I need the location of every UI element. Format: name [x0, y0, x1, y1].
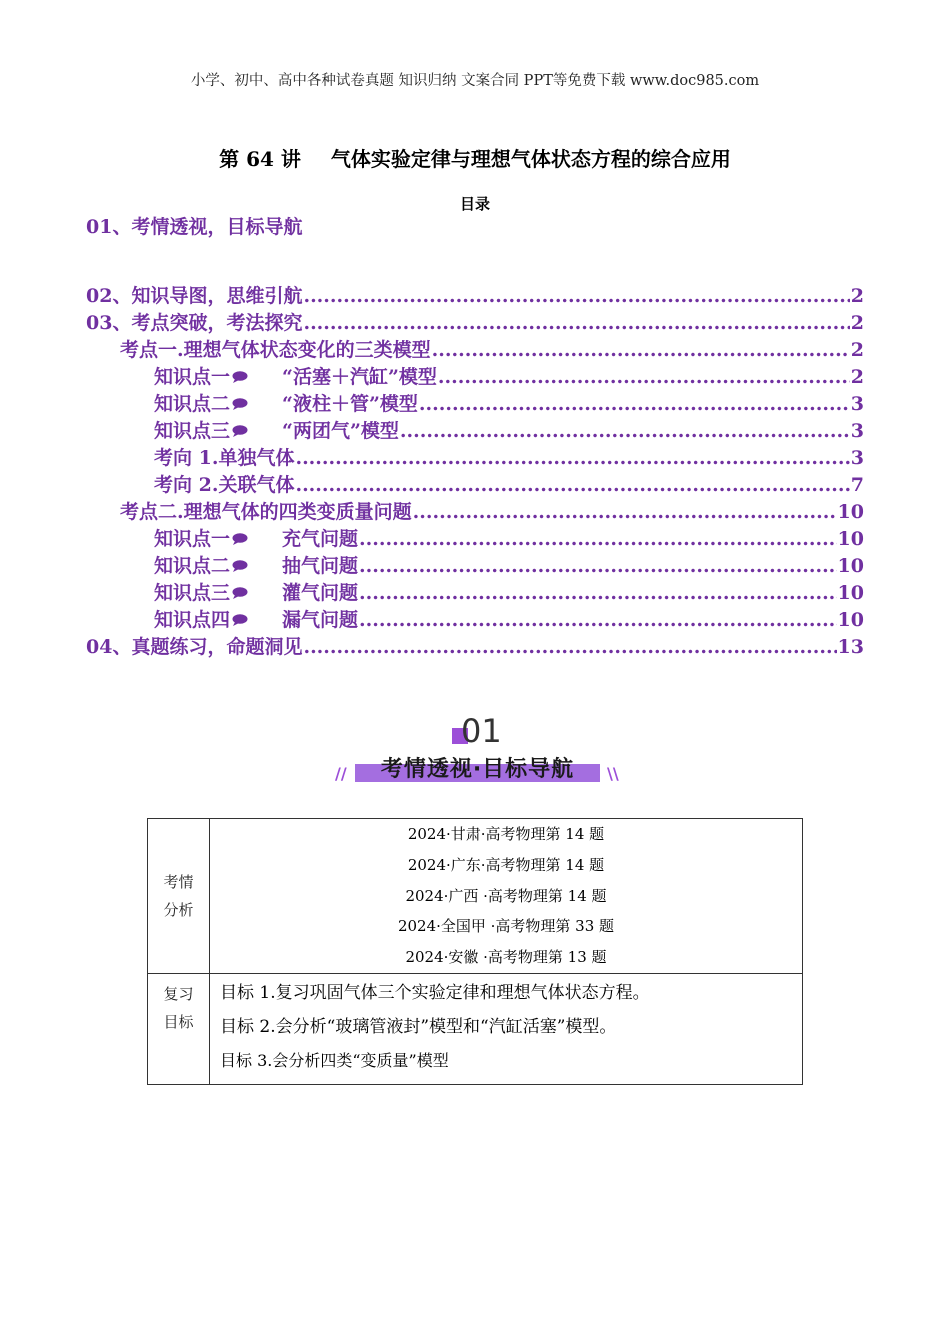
- exam-info-table: [147, 818, 803, 1085]
- exam-item: 2024·全国甲 ·高考物理第 33 题: [397, 917, 615, 936]
- section-number: 01: [461, 712, 502, 750]
- toc-page-number: 3: [850, 393, 864, 415]
- exam-item: 2024·甘肃·高考物理第 14 题: [407, 825, 605, 843]
- toc-page-number: 10: [837, 582, 864, 604]
- toc-item-direction-1[interactable]: 考向 1.单独气体 ..... 3: [86, 443, 864, 470]
- analysis-label: 考情分析: [148, 819, 210, 974]
- speech-bubble-icon: [232, 371, 248, 383]
- toc-page-number: 10: [837, 501, 864, 523]
- speech-bubble-icon: [232, 560, 248, 572]
- lecture-title: [0, 143, 950, 172]
- toc-page-number: 10: [837, 555, 864, 577]
- toc-item-04[interactable]: 04、真题练习，命题洞见 ..... 13: [86, 632, 864, 659]
- toc-item-knowledge-2-3[interactable]: 知识点三 灌气问题 ..... 10: [86, 578, 864, 605]
- toc-item-knowledge-2-2[interactable]: 知识点二 抽气问题 ..... 10: [86, 551, 864, 578]
- toc-page-number: 3: [850, 447, 864, 469]
- slash-decoration-left: //: [335, 764, 347, 783]
- toc-item-kaodian-1[interactable]: 考点一.理想气体状态变化的三类模型 ..... 2: [86, 335, 864, 362]
- speech-bubble-icon: [232, 614, 248, 626]
- goal-item: 目标 3.会分析四类“变质量”模型: [220, 1050, 449, 1070]
- toc-item-kaodian-2[interactable]: 考点二.理想气体的四类变质量问题 ..... 10: [86, 497, 864, 524]
- toc-page-number: 3: [850, 420, 864, 442]
- toc-page-number: 7: [850, 474, 864, 496]
- toc-page-number: 10: [837, 528, 864, 550]
- toc-item-02[interactable]: 02、知识导图，思维引航 ..... 2: [86, 281, 864, 308]
- toc-page-number: 2: [850, 366, 864, 388]
- toc-page-number: 13: [837, 636, 864, 658]
- toc-item-knowledge-1-2[interactable]: 知识点二 “液柱＋管”模型 ..... 3: [86, 389, 864, 416]
- goal-list: [210, 973, 803, 1084]
- toc-item-01[interactable]: 01、考情透视，目标导航: [86, 216, 303, 238]
- toc-item-knowledge-2-4[interactable]: 知识点四 漏气问题 ..... 10: [86, 605, 864, 632]
- section-banner: [335, 712, 620, 790]
- lecture-number: 第 64 讲: [219, 147, 301, 171]
- exam-item: 2024·广西 ·高考物理第 14 题: [405, 886, 607, 905]
- slash-decoration-right: \\: [607, 764, 619, 783]
- section-title: 考情透视·目标导航: [380, 757, 575, 782]
- toc-page-number: 2: [850, 339, 864, 361]
- toc-page-number: 2: [850, 312, 864, 334]
- toc-heading: 目录: [459, 195, 490, 213]
- exam-list: [210, 819, 803, 974]
- speech-bubble-icon: [232, 587, 248, 599]
- toc-item-knowledge-2-1[interactable]: 知识点一 充气问题 ..... 10: [86, 524, 864, 551]
- table-row: [148, 973, 803, 1084]
- page-header: 小学、初中、高中各种试卷真题 知识归纳 文案合同 PPT等免费下载 www.doc985.com: [190, 73, 760, 89]
- exam-item: 2024·安徽 ·高考物理第 13 题: [405, 948, 607, 967]
- lecture-topic: 气体实验定律与理想气体状态方程的综合应用: [330, 147, 731, 171]
- toc-item-03[interactable]: 03、考点突破，考法探究 ..... 2: [86, 308, 864, 335]
- toc-page-number: 10: [837, 609, 864, 631]
- toc-item-knowledge-1-3[interactable]: 知识点三 “两团气”模型 ..... 3: [86, 416, 864, 443]
- review-label: 复习目标: [148, 973, 210, 1084]
- toc-item-knowledge-1-1[interactable]: 知识点一 “活塞＋汽缸”模型 ..... 2: [86, 362, 864, 389]
- speech-bubble-icon: [232, 533, 248, 545]
- table-row: [148, 819, 803, 974]
- speech-bubble-icon: [232, 425, 248, 437]
- toc-item-direction-2[interactable]: 考向 2.关联气体 ..... 7: [86, 470, 864, 497]
- toc-page-number: 2: [850, 285, 864, 307]
- goal-item: 目标 1.复习巩固气体三个实验定律和理想气体状态方程。: [220, 982, 650, 1003]
- exam-item: 2024·广东·高考物理第 14 题: [407, 855, 605, 874]
- goal-item: 目标 2.会分析“玻璃管液封”模型和“汽缸活塞”模型。: [220, 1016, 617, 1037]
- speech-bubble-icon: [232, 398, 248, 410]
- table-of-contents: [86, 281, 864, 659]
